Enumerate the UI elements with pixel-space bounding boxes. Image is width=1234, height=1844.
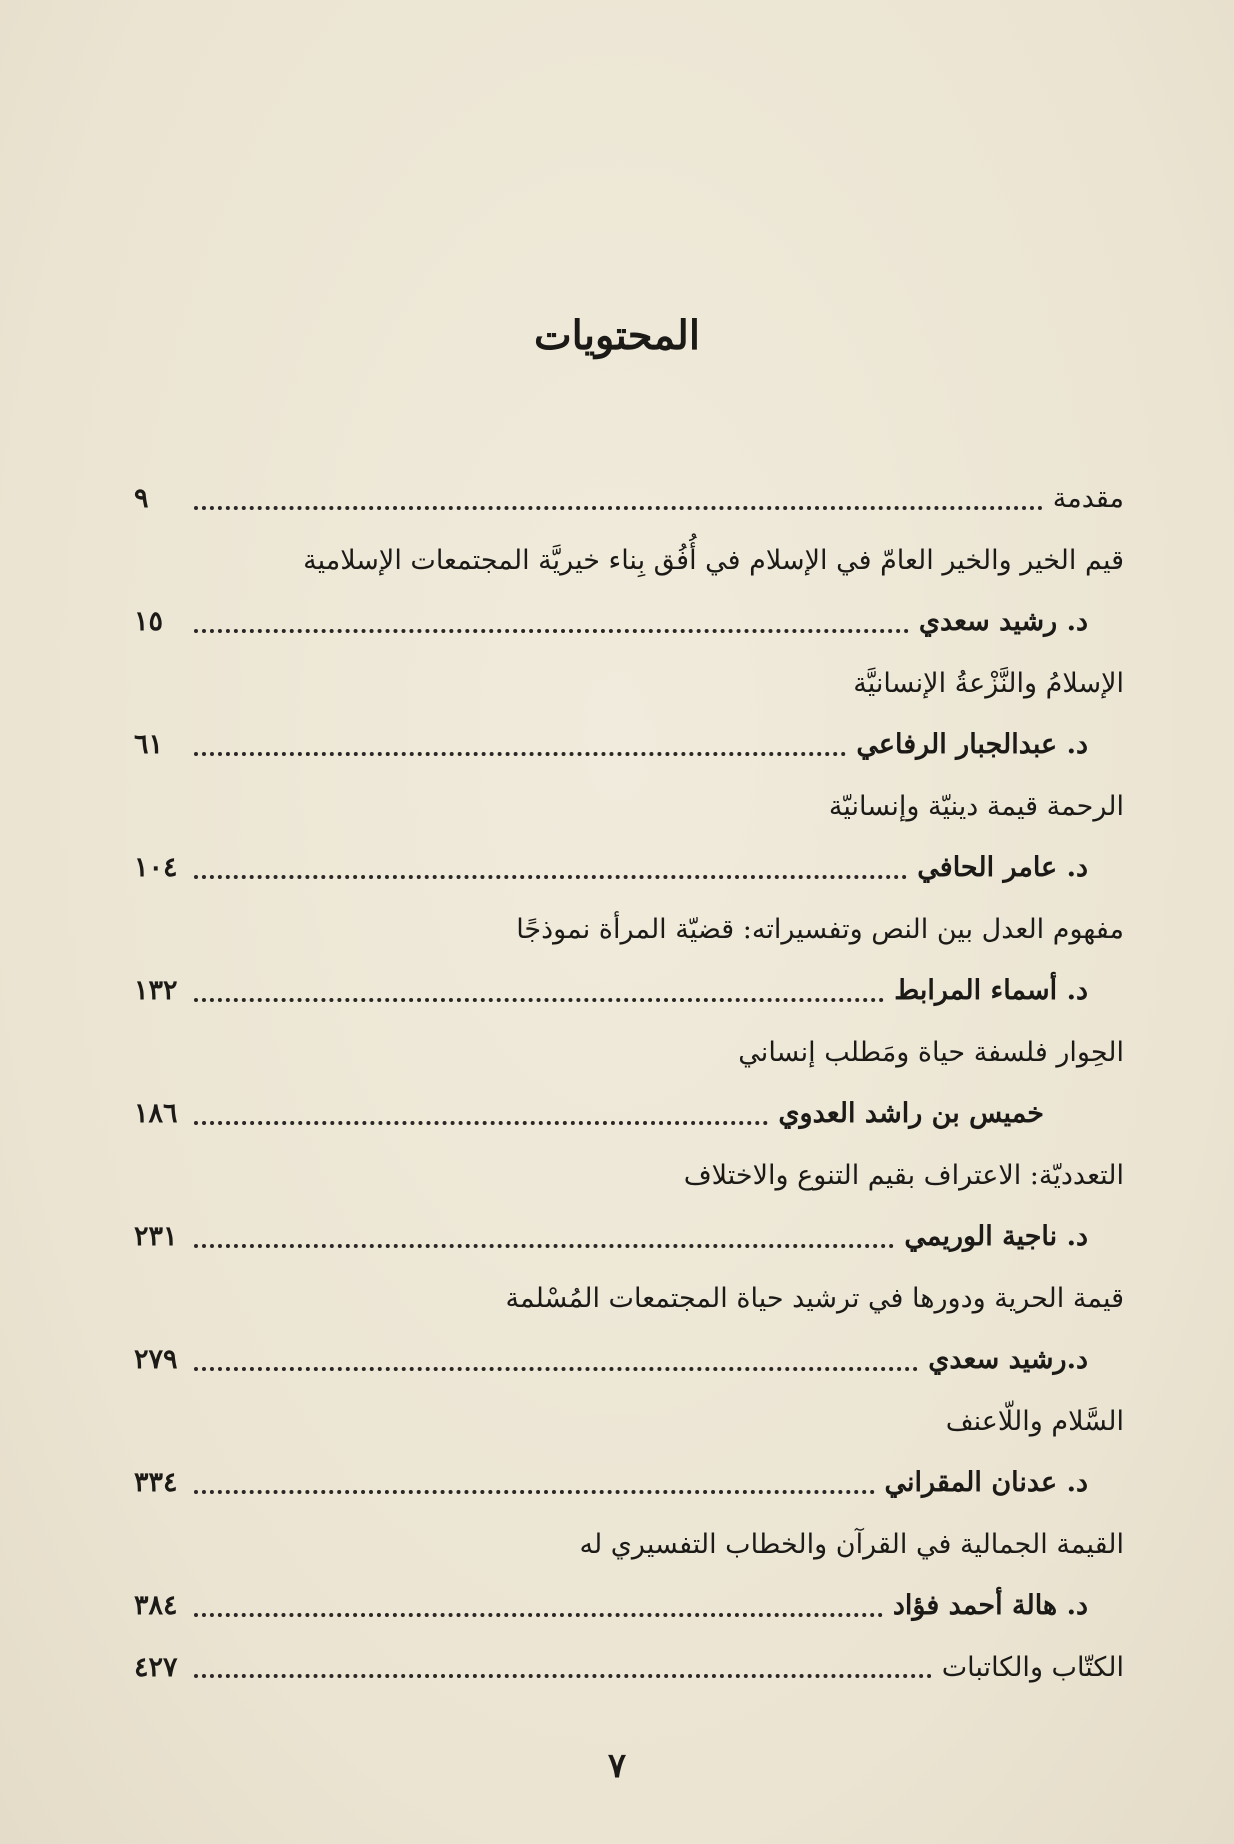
toc-topic-row [134,1145,1124,1207]
toc-author-row [134,1083,1124,1145]
dot-leader [194,871,907,879]
toc-topic-row [134,1022,1124,1084]
dot-leader [194,1670,932,1678]
dot-leader [194,502,1043,510]
dot-leader [194,748,846,756]
toc-page-number: ٣٨٤ [134,1590,178,1622]
toc-topic-row [134,530,1124,592]
toc-entry-title: الإسلامُ والنَّزْعةُ الإنسانيَّة [853,667,1124,699]
toc-entry-title: الرحمة قيمة دينيّة وإنسانيّة [828,790,1124,822]
toc-topic-row [134,776,1124,838]
toc-author-name: د. عبدالجبار الرفاعي [856,729,1088,761]
toc-page-number: ١٥ [134,606,164,638]
toc-author-name: خميس بن راشد العدوي [778,1098,1044,1130]
toc-topic-row [134,1268,1124,1330]
table-of-contents [134,468,1124,1698]
toc-author-row [134,1452,1124,1514]
toc-entry-title: التعدديّة: الاعتراف بقيم التنوع والاختلاف [683,1159,1124,1191]
dot-leader [194,1117,768,1125]
toc-author-row [134,837,1124,899]
toc-author-name: د. رشيد سعدي [918,606,1088,638]
toc-author-row [134,1329,1124,1391]
toc-page-number: ١٨٦ [134,1098,178,1130]
toc-entry-title: مقدمة [1052,483,1124,515]
toc-entry-title: السَّلام واللّاعنف [945,1405,1124,1437]
toc-entry-title: الكتّاب والكاتبات [941,1651,1124,1683]
toc-entry-title: قيمة الحرية ودورها في ترشيد حياة المجتمعات المُسْلمة [505,1282,1124,1314]
toc-author-name: د.رشيد سعدي [928,1344,1088,1376]
toc-page-number: ٢٧٩ [134,1344,178,1376]
toc-entry-title: قيم الخير والخير العامّ في الإسلام في أُفُق بِناء خيريَّة المجتمعات الإسلامية [303,544,1124,576]
toc-author-name: د. هالة أحمد فؤاد [892,1590,1088,1622]
toc-page-number: ١٣٢ [134,975,178,1007]
dot-leader [194,1363,918,1371]
toc-author-row [134,960,1124,1022]
toc-author-row [134,1575,1124,1637]
toc-page-number: ٩ [134,483,149,515]
toc-topic-row [134,653,1124,715]
toc-author-name: د. عامر الحافي [917,852,1088,884]
toc-topic-row [134,899,1124,961]
toc-topic-row [134,1391,1124,1453]
toc-topic-row [134,1514,1124,1576]
toc-entry-title: القيمة الجمالية في القرآن والخطاب التفسيري له [579,1528,1124,1560]
toc-page-number: ٣٣٤ [134,1467,178,1499]
toc-author-row [134,1206,1124,1268]
toc-page-number: ١٠٤ [134,852,178,884]
dot-leader [194,994,884,1002]
toc-author-row [134,591,1124,653]
toc-entry-row [134,468,1124,530]
toc-author-name: د. أسماء المرابط [894,975,1088,1007]
toc-author-row [134,714,1124,776]
toc-page-number: ٦١ [134,729,164,761]
toc-author-name: د. ناجية الوريمي [904,1221,1088,1253]
dot-leader [194,625,909,633]
dot-leader [194,1486,875,1494]
page-number: ٧ [607,1746,627,1786]
toc-page-number: ٤٢٧ [134,1651,178,1683]
toc-entry-title: الحِوار فلسفة حياة ومَطلب إنساني [738,1036,1124,1068]
toc-page-number: ٢٣١ [134,1221,178,1253]
toc-entry-title: مفهوم العدل بين النص وتفسيراته: قضيّة المرأة نموذجًا [516,913,1124,945]
page-title: المحتويات [534,312,700,359]
dot-leader [194,1240,894,1248]
toc-entry-row [134,1637,1124,1699]
toc-author-name: د. عدنان المقراني [884,1467,1088,1499]
dot-leader [194,1609,883,1617]
